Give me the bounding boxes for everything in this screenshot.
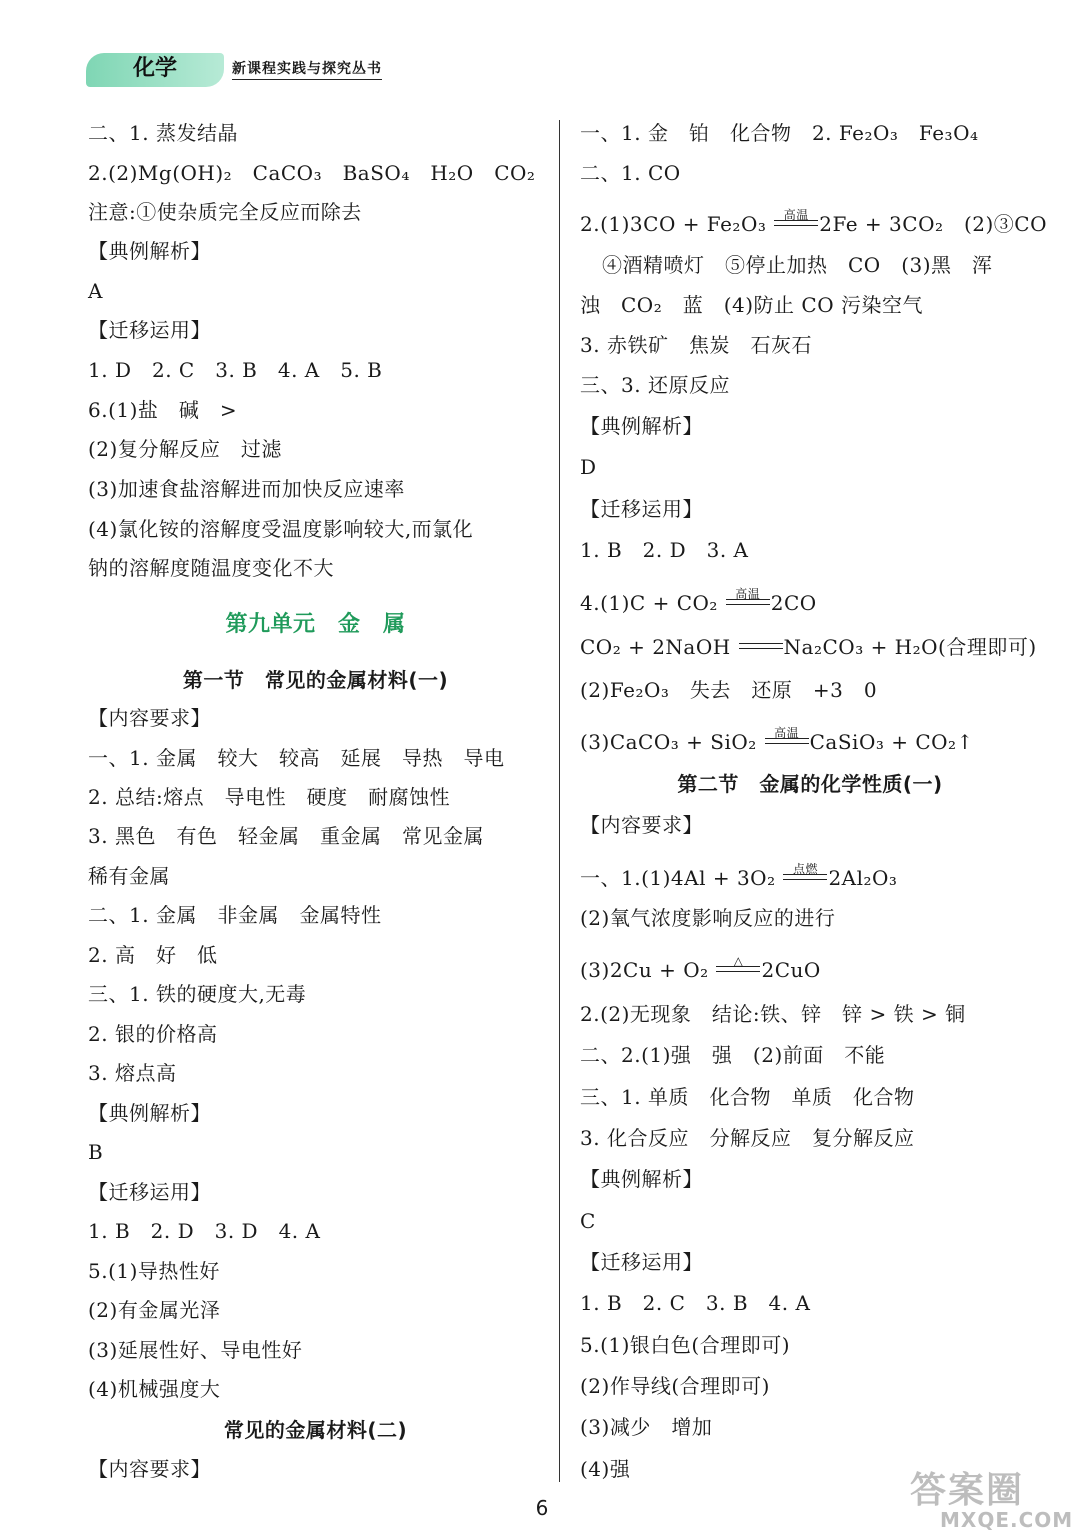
answer-line: A: [88, 279, 103, 303]
page-number: 6: [535, 1496, 549, 1520]
answer-line: D: [580, 455, 597, 479]
answer-line: 3. 熔点高: [88, 1061, 177, 1085]
answer-line: 钠的溶解度随温度变化不大: [88, 556, 334, 580]
equation-right: Na₂CO₃ + H₂O(合理即可): [783, 635, 1037, 659]
answer-line: 注意:①使杂质完全反应而除去: [88, 200, 362, 224]
answer-line: 2. 银的价格高: [88, 1022, 218, 1046]
answer-line: 1. B 2. D 3. D 4. A: [88, 1219, 321, 1243]
answer-line: 1. B 2. D 3. A: [580, 538, 749, 562]
reaction-condition: [715, 954, 761, 983]
section-label: 【内容要求】: [88, 706, 211, 730]
answer-line: (4)机械强度大: [88, 1377, 221, 1401]
answer-line: 一、1. 金 铂 化合物 2. Fe₂O₃ Fe₃O₄: [580, 121, 979, 145]
answer-line: 浊 CO₂ 蓝 (4)防止 CO 污染空气: [580, 293, 923, 317]
equation-left: 一、1.(1)4Al + 3O₂: [580, 866, 783, 890]
answer-line: 2.(2)Mg(OH)₂ CaCO₃ BaSO₄ H₂O CO₂: [88, 161, 536, 185]
answer-line: 1. B 2. C 3. B 4. A: [580, 1291, 811, 1315]
reaction-condition: [725, 587, 771, 616]
answer-line: (2)复分解反应 过滤: [88, 437, 282, 461]
equation-left: 4.(1)C + CO₂: [580, 591, 725, 615]
answer-line: (2)有金属光泽: [88, 1298, 221, 1322]
answer-line: 3. 赤铁矿 焦炭 石灰石: [580, 333, 812, 357]
answer-line: 三、1. 单质 化合物 单质 化合物: [580, 1085, 915, 1109]
reaction-condition: [773, 208, 819, 237]
section-label: 【典例解析】: [88, 239, 211, 263]
section-label: 【内容要求】: [88, 1457, 211, 1481]
equation-line: [580, 726, 974, 755]
watermark: [900, 1462, 1084, 1536]
equation-right: CaSiO₃ + CO₂↑: [809, 730, 974, 754]
answer-line: C: [580, 1209, 596, 1233]
answer-line: (2)作导线(合理即可): [580, 1374, 770, 1398]
watermark-cn: 答案圈: [910, 1470, 1025, 1511]
answer-line: 2.(2)无现象 结论:铁、锌 锌 > 铁 > 铜: [580, 1002, 966, 1026]
section-label: 【内容要求】: [580, 813, 703, 837]
answer-line: 二、1. 蒸发结晶: [88, 121, 238, 145]
answer-line: 1. D 2. C 3. B 4. A 5. B: [88, 358, 383, 382]
equation-line: [580, 587, 817, 616]
equation-line: [580, 208, 1048, 237]
equation-right: 2Fe + 3CO₂ (2)③CO: [819, 212, 1048, 236]
answer-line: (3)加速食盐溶解进而加快反应速率: [88, 477, 405, 501]
equation-left: CO₂ + 2NaOH: [580, 635, 738, 659]
equation-left: (3)CaCO₃ + SiO₂: [580, 730, 764, 754]
watermark-en: MXQE.COM: [940, 1508, 1074, 1532]
answer-line: 三、1. 铁的硬度大,无毒: [88, 982, 307, 1006]
equation-line: [580, 862, 898, 891]
answer-line: 3. 化合反应 分解反应 复分解反应: [580, 1126, 915, 1150]
condition-label: 高温: [783, 208, 809, 222]
section-heading: 第二节 金属的化学性质(一): [677, 772, 943, 796]
section-label: 【迁移运用】: [88, 318, 211, 342]
equation-right: 2CO: [770, 591, 817, 615]
subject-title: 化学: [132, 56, 177, 81]
answer-line: 6.(1)盐 碱 >: [88, 398, 238, 422]
answer-line: (3)延展性好、导电性好: [88, 1338, 303, 1362]
section-label: 【迁移运用】: [580, 1250, 703, 1274]
answer-line: 稀有金属: [88, 864, 170, 888]
answer-line: B: [88, 1140, 104, 1164]
section-label: 【典例解析】: [88, 1101, 211, 1125]
condition-label: 高温: [735, 587, 761, 601]
condition-label: 高温: [774, 726, 800, 740]
answer-line: 2. 总结:熔点 导电性 硬度 耐腐蚀性: [88, 785, 451, 809]
answer-line: ④酒精喷灯 ⑤停止加热 CO (3)黑 浑: [602, 253, 993, 277]
page-header: [86, 50, 416, 90]
condition-label: 点燃: [792, 862, 818, 876]
answer-line: 二、1. 金属 非金属 金属特性: [88, 903, 382, 927]
answer-line: 5.(1)银白色(合理即可): [580, 1333, 791, 1357]
series-title: 新课程实践与探究丛书: [232, 60, 382, 80]
answer-line: 二、2.(1)强 强 (2)前面 不能: [580, 1043, 886, 1067]
answer-line: 二、1. CO: [580, 161, 681, 185]
section-label: 【迁移运用】: [580, 497, 703, 521]
section-label: 【典例解析】: [580, 414, 703, 438]
equation-line: [580, 954, 821, 983]
section-label: 【迁移运用】: [88, 1180, 211, 1204]
answer-line: (4)强: [580, 1457, 631, 1481]
answer-line: (2)Fe₂O₃ 失去 还原 +3 0: [580, 678, 878, 702]
answer-line: (4)氯化铵的溶解度受温度影响较大,而氯化: [88, 517, 474, 541]
answer-line: 一、1. 金属 较大 较高 延展 导热 导电: [88, 746, 505, 770]
equation-left: 2.(1)3CO + Fe₂O₃: [580, 212, 774, 236]
answer-line: (3)减少 增加: [580, 1415, 713, 1439]
column-divider: [559, 120, 560, 1482]
equation-right: 2CuO: [761, 958, 821, 982]
answer-line: (2)氧气浓度影响反应的进行: [580, 906, 836, 930]
answer-line: 2. 高 好 低: [88, 943, 218, 967]
reaction-condition: [782, 862, 828, 891]
section-label: 【典例解析】: [580, 1167, 703, 1191]
answer-line: 5.(1)导热性好: [88, 1259, 220, 1283]
section-heading: 第一节 常见的金属材料(一): [182, 668, 449, 692]
reaction-condition: [738, 634, 784, 660]
unit-heading: 第九单元 金 属: [225, 612, 406, 637]
equation-left: (3)2Cu + O₂: [580, 958, 716, 982]
equation-right: 2Al₂O₃: [828, 866, 898, 890]
equals-sign: [739, 643, 783, 649]
condition-label: △: [733, 954, 744, 968]
equation-line: [580, 634, 1037, 660]
reaction-condition: [764, 726, 810, 755]
answer-line: 3. 黑色 有色 轻金属 重金属 常见金属: [88, 824, 484, 848]
answer-line: 三、3. 还原反应: [580, 373, 730, 397]
section-heading: 常见的金属材料(二): [223, 1418, 408, 1442]
